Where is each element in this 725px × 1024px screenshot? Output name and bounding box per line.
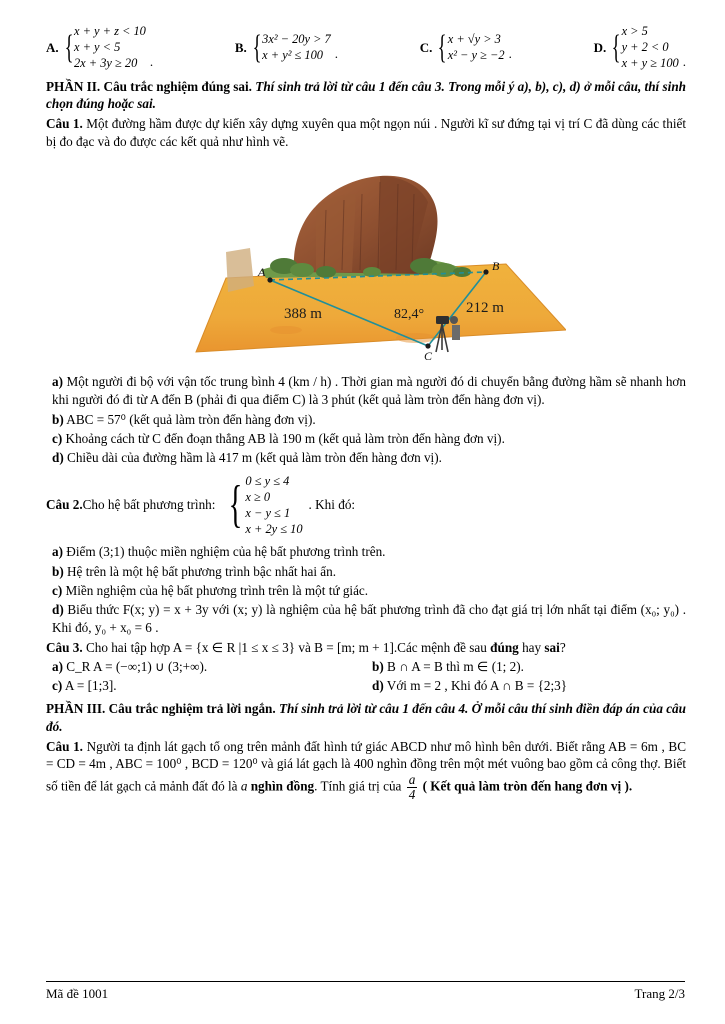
item-text: ABC = 57⁰ (kết quả làm tròn đến hàng đơn vị). — [63, 411, 316, 427]
label-point-a: A — [258, 265, 266, 280]
cau2-system — [223, 473, 302, 538]
item-key: a) — [52, 544, 63, 560]
brace-icon: { — [252, 29, 262, 67]
answer-b-system — [262, 32, 331, 64]
system-line: 0 ≤ y ≤ 4 — [245, 473, 290, 488]
page-number: Trang 2/3 — [634, 986, 685, 1001]
answer-option-c[interactable] — [419, 29, 512, 67]
item-text: A = [1;3]. — [62, 678, 117, 694]
system-line: x + √y > 3 — [447, 31, 501, 46]
system-line: x ≥ 0 — [245, 490, 271, 505]
part2-cau1 — [46, 115, 686, 151]
item-key: b) — [52, 411, 64, 427]
system-line: x + 2y ≤ 10 — [245, 522, 303, 537]
answer-b-trailing: . — [334, 45, 338, 61]
part2-cau2 — [46, 473, 686, 538]
cau1-label: Câu 1. — [46, 115, 83, 131]
label-distance-left: 388 m — [284, 306, 322, 323]
label-point-c: C — [424, 349, 433, 364]
cau3-item-d — [372, 677, 686, 695]
part3-heading-italic: Thí sinh trả lời từ câu 1 đến câu 4. Ở mỗi câu thí sinh điền đáp án của câu đó. — [46, 701, 686, 735]
fraction-a-over-4 — [407, 773, 418, 802]
cau2-item-c — [52, 582, 686, 600]
item-key: b) — [52, 563, 64, 579]
answer-option-b[interactable] — [234, 29, 338, 67]
item-text: Miền nghiệm của hệ bất phương trình trên là một tứ giác. — [62, 583, 369, 599]
page-content — [46, 24, 686, 803]
cau3-item-b — [372, 658, 686, 676]
answer-label-b: B. — [234, 39, 247, 55]
cau2-lead: Cho hệ bất phương trình: — [82, 497, 216, 513]
answer-option-a[interactable] — [46, 24, 153, 72]
system-line: x + y ≥ 100 — [621, 55, 679, 70]
answer-label-c: C. — [419, 39, 433, 55]
answer-d-trailing: . — [682, 53, 686, 69]
cau3-label: Câu 3. — [46, 639, 83, 655]
mountain-tunnel-illustration — [166, 160, 566, 365]
item-text: Hệ trên là một hệ bất phương trình bậc nhất hai ẩn. — [63, 563, 337, 579]
cau3-item-c — [52, 677, 366, 695]
answer-a-system — [74, 24, 146, 72]
surveyor-head — [450, 316, 458, 324]
fraction-denominator: 4 — [408, 787, 416, 803]
item-key: c) — [52, 430, 63, 446]
brace-icon: { — [229, 476, 243, 534]
answer-a-trailing: . — [149, 53, 154, 69]
cau2-item-d — [52, 601, 686, 637]
part3-cau1-a-italic: a — [240, 778, 248, 794]
tunnel-figure — [46, 160, 686, 365]
answer-label-d: D. — [593, 39, 607, 55]
item-text: Điểm (3;1) thuộc miền nghiệm của hệ bất phương trình trên. — [63, 544, 386, 560]
part3-cau1-text3: ( Kết quả làm tròn đến hang đơn vị ). — [419, 778, 633, 794]
part3-cau1 — [46, 738, 686, 802]
item-text: Với m = 2 , Khi đó A ∩ B = {2;3} — [383, 678, 568, 694]
cau3-lead: Cho hai tập hợp A = {x ∈ R |1 ≤ x ≤ 3} và B = [m; m + 1].Các mệnh đề sau — [82, 639, 491, 655]
system-line: 3x² − 20y > 7 — [262, 31, 331, 46]
left-cliff — [226, 248, 254, 292]
cau2-item-a — [52, 543, 686, 561]
cau2-label: Câu 2. — [46, 497, 83, 513]
item-key: d) — [52, 450, 64, 466]
system-line: x + y + z < 10 — [73, 24, 146, 38]
part3-heading — [46, 700, 686, 736]
point-a-marker — [267, 278, 272, 283]
cau1-item-a — [52, 373, 686, 409]
item-text: Một người đi bộ với vận tốc trung bình 4 (km / h) . Thời gian mà người đó di chuyển bằng đường hầm sẽ nhanh hơn khi người đó đi từ A đến B (phải đi qua điểm C) là 3 phút (kết quả làm tròn đến hàng đơn vị). — [52, 374, 686, 408]
label-angle: 82,4° — [394, 307, 425, 323]
item-key: d) — [52, 602, 64, 618]
item-text: Chiều dài của đường hầm là 417 m (kết quả làm tròn đến hàng đơn vị). — [63, 450, 442, 466]
brace-icon: { — [64, 29, 74, 67]
system-line: x + y < 5 — [73, 39, 121, 54]
ground-texture — [270, 326, 302, 334]
part3-cau1-label: Câu 1. — [46, 738, 83, 754]
answer-choices-row — [46, 24, 686, 72]
item-text: Biểu thức F(x; y) = x + 3y với (x; y) là nghiệm của hệ bất phương trình đã cho đạt giá trị lớn nhất tại điểm (x₀; y₀) . Khi đó, y₀ + x₀ = 6 . — [52, 602, 686, 636]
cau3-items-row2 — [46, 677, 686, 696]
cau2-tail: . Khi đó: — [308, 497, 356, 513]
answer-option-d[interactable] — [594, 24, 686, 72]
cau1-item-d — [52, 449, 686, 467]
cau2-item-b — [52, 563, 686, 581]
point-b-marker — [483, 270, 488, 275]
cau1-text: Một đường hầm được dự kiến xây dựng xuyên qua một ngọn núi . Người kĩ sư đứng tại vị trí C đã dùng các thiết bị đo đạc và đo được các kết quả như hình vẽ. — [46, 115, 686, 149]
system-line: y + 2 < 0 — [621, 39, 669, 54]
exam-code: Mã đề 1001 — [46, 986, 109, 1001]
system-line: x + y² ≤ 100 — [262, 47, 323, 62]
part2-heading-bold: PHẦN II. Câu trắc nghiệm đúng sai. — [46, 78, 252, 94]
system-line: x > 5 — [621, 24, 648, 38]
item-key: c) — [52, 678, 63, 694]
label-distance-right: 212 m — [466, 300, 504, 317]
answer-label-a: A. — [46, 39, 59, 55]
cau3-items-row1 — [46, 658, 686, 677]
cau1-item-b — [52, 411, 686, 429]
cau1-item-c — [52, 430, 686, 448]
part3-cau1-text2: . Tính giá trị của — [314, 778, 405, 794]
page-footer — [46, 981, 685, 1002]
part2-heading-italic: Thí sinh trả lời từ câu 1 đến câu 3. Trong mỗi ý a), b), c), d) ở mỗi câu, thí sinh chọn đúng hoặc sai. — [46, 78, 686, 112]
item-key: b) — [372, 658, 384, 674]
theodolite-icon — [436, 316, 449, 324]
cau3-tail: ? — [559, 639, 566, 655]
item-key: c) — [52, 583, 63, 599]
answer-c-system — [448, 32, 505, 64]
cau3-bold-dung: đúng — [490, 639, 519, 655]
item-text: Khoảng cách từ C đến đoạn thẳng AB là 190 m (kết quả làm tròn đến hàng đơn vị). — [62, 430, 505, 446]
brace-icon: { — [438, 29, 448, 67]
rock-shade — [316, 194, 356, 272]
label-point-b: B — [492, 259, 500, 274]
fraction-numerator: a — [408, 772, 416, 788]
surveyor-body — [452, 325, 460, 340]
cau3-item-a — [52, 658, 366, 676]
answer-d-system — [622, 24, 679, 72]
cau3-bold-sai: sai — [544, 639, 560, 655]
point-c-marker — [425, 344, 430, 349]
part3-cau1-unit: nghìn đồng — [247, 778, 315, 794]
item-text: C_R A = (−∞;1) ∪ (3;+∞). — [63, 658, 208, 674]
item-key: d) — [372, 678, 384, 694]
part2-heading — [46, 78, 686, 114]
system-line: x² − y ≥ −2 — [447, 47, 505, 62]
part3-cau1-text1: Người ta định lát gạch tổ ong trên mảnh đất hình tứ giác ABCD như mô hình bên dưới. Biết rằng AB = 6m , BC = CD = 4m , ABC = 100⁰ , BCD = 120⁰ và giá lát gạch là 400 nghìn đồng trên một mét vuông bao gồm cả công thợ. Biết số tiền để lát gạch cả mảnh đất đó là — [46, 738, 686, 794]
cau3-mid: hay — [518, 639, 545, 655]
item-key: a) — [52, 658, 63, 674]
part3-heading-bold: PHẦN III. Câu trắc nghiệm trả lời ngắn. — [46, 701, 276, 717]
system-line: 2x + 3y ≥ 20 — [73, 55, 138, 70]
answer-c-trailing: . — [508, 45, 512, 61]
item-text: B ∩ A = B thì m ∈ (1; 2). — [383, 658, 524, 674]
brace-icon: { — [611, 29, 621, 67]
item-key: a) — [52, 374, 63, 390]
part2-cau3 — [46, 639, 686, 657]
system-line: x − y ≤ 1 — [245, 506, 291, 521]
